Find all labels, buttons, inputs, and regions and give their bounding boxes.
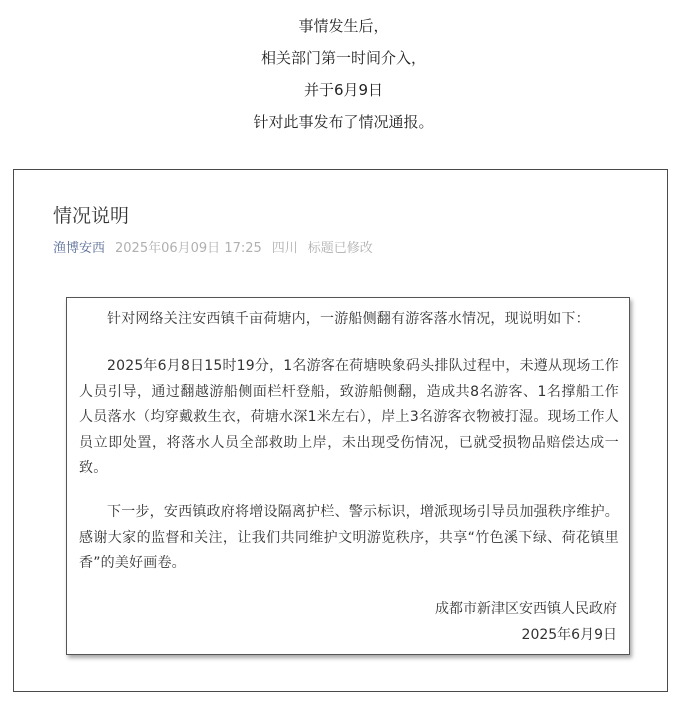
notice-paragraph: 下一步，安西镇政府将增设隔离护栏、警示标识，增派现场引导员加强秩序维护。感谢大家的监督和关注，让我们共同维护文明游览秩序，共享“竹色溪下绿、荷花镇里香”的美好画卷。 [79,504,619,571]
author-link[interactable]: 渔博安西 [53,241,106,256]
notice-image [66,297,630,655]
article-card [13,169,668,692]
intro-text [0,10,687,138]
edit-note: 标题已修改 [307,241,373,256]
article-title: 情况说明 [53,205,130,227]
publish-datetime: 2025年06月09日 17:25 [115,241,262,256]
notice-paragraph: 2025年6月8日15时19分，1名游客在荷塘映象码头排队过程中，未遵从现场工作人员引导，通过翻越游船侧面栏杆登船，致游船侧翻，造成共8名游客、1名撑船工作人员落水（均穿戴救生衣，荷塘水深1米左右），岸上3名游客衣物被打湿。现场工作人员立即处置，将落水人员全部救助上岸，未出现受伤情况，已就受损物品赔偿达成一致。 [79,358,619,476]
article-meta [53,240,373,258]
intro-line: 针对此事发布了情况通报。 [253,113,434,131]
signature-org: 成都市新津区安西镇人民政府 [435,601,617,617]
publish-location: 四川 [271,241,298,256]
intro-line: 事情发生后， [298,17,389,35]
notice-paragraph: 针对网络关注安西镇千亩荷塘内，一游船侧翻有游客落水情况，现说明如下： [107,311,590,327]
intro-line: 并于6月9日 [303,81,384,99]
signature-date: 2025年6月9日 [521,627,617,643]
intro-line: 相关部门第一时间介入， [260,49,426,67]
